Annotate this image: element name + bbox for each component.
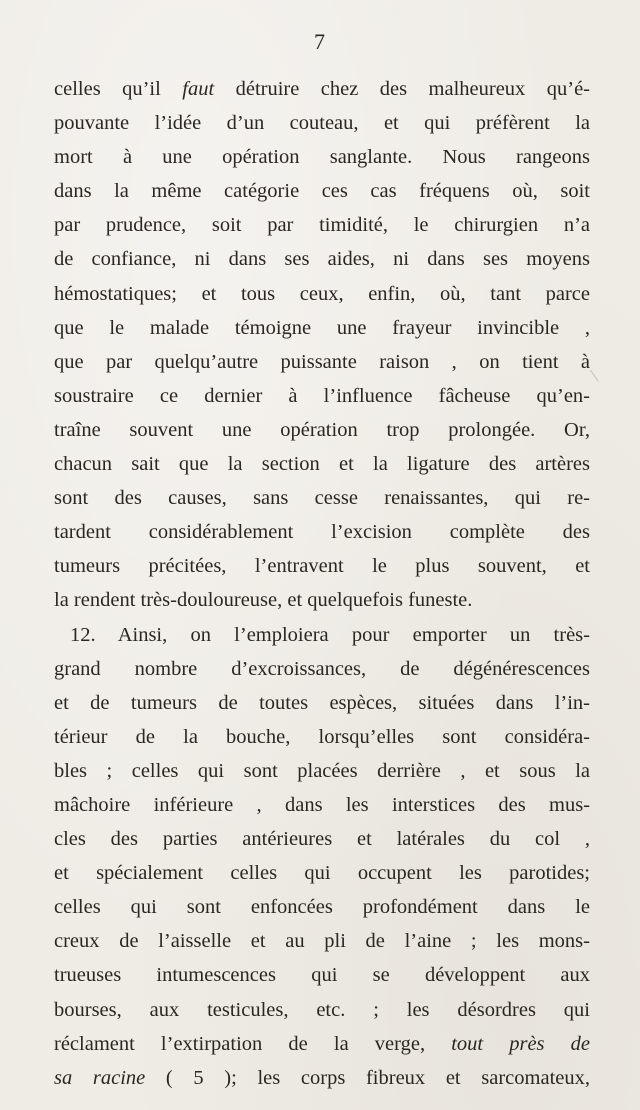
- text-line-23: cles des parties antérieures et latérales du col ,: [54, 828, 590, 851]
- text-line-1: [54, 72, 590, 106]
- body-text: [54, 72, 590, 1095]
- text-line-4: dans la même catégorie ces cas fréquens où, soit: [54, 180, 590, 203]
- text-line-19: et de tumeurs de toutes espèces, situées dans l’in-: [54, 691, 590, 714]
- text-line-1-part-1: celles qu’il: [54, 78, 183, 100]
- text-line-28: bourses, aux testicules, etc. ; les désordres qui: [54, 998, 590, 1021]
- text-line-13: sont des causes, sans cesse renaissantes, qui re-: [54, 487, 590, 510]
- text-line-17: 12. Ainsi, on l’emploiera pour emporter un très-: [70, 623, 590, 646]
- text-line-29-part-1: réclament l’extirpation de la verge,: [54, 1032, 452, 1055]
- italic-sa-racine: sa racine: [54, 1066, 146, 1089]
- text-line-15: tumeurs précitées, l’entravent le plus souvent, et: [54, 555, 590, 578]
- text-line-24: et spécialement celles qui occupent les parotides;: [54, 862, 590, 885]
- text-line-30-part-2: ( 5 ); les corps fibreux et sarcomateux,: [145, 1066, 590, 1089]
- text-line-14: tardent considérablement l’excision complète des: [54, 521, 590, 544]
- italic-tout-pres-de: tout près de: [451, 1032, 591, 1055]
- text-line-27: trueuses intumescences qui se développent aux: [54, 964, 590, 987]
- text-line-26: creux de l’aisselle et au pli de l’aine ; les mons-: [54, 930, 590, 953]
- text-line-16: la rendent très-douloureuse, et quelquefois funeste.: [54, 589, 473, 612]
- text-line-20: térieur de la bouche, lorsqu’elles sont considéra-: [54, 725, 590, 748]
- paper-mark: [590, 364, 607, 382]
- text-line-3: mort à une opération sanglante. Nous rangeons: [54, 146, 590, 169]
- text-line-12: chacun sait que la section et la ligature des artères: [54, 453, 590, 476]
- text-line-21: bles ; celles qui sont placées derrière , et sous la: [54, 759, 590, 782]
- italic-faut: faut: [182, 78, 215, 100]
- text-line-8: que le malade témoigne une frayeur invincible ,: [54, 316, 590, 339]
- text-line-5: par prudence, soit par timidité, le chirurgien n’a: [54, 214, 590, 237]
- text-line-6: de confiance, ni dans ses aides, ni dans ses moyens: [54, 248, 590, 271]
- text-line-29: [54, 1027, 590, 1061]
- text-line-2: pouvante l’idée d’un couteau, et qui préfèrent la: [54, 112, 590, 135]
- text-line-9: que par quelqu’autre puissante raison , on tient à: [54, 350, 590, 373]
- text-line-10: soustraire ce dernier à l’influence fâcheuse qu’en-: [54, 384, 590, 407]
- text-line-7: hémostatiques; et tous ceux, enfin, où, tant parce: [54, 282, 590, 305]
- text-line-11: traîne souvent une opération trop prolongée. Or,: [54, 418, 590, 441]
- text-line-22: mâchoire inférieure , dans les interstices des mus-: [54, 793, 590, 816]
- text-line-25: celles qui sont enfoncées profondément dans le: [54, 896, 590, 919]
- text-line-30: [54, 1061, 590, 1095]
- text-line-1-part-2: détruire chez des malheureux qu’é-: [214, 78, 590, 100]
- text-line-18: grand nombre d’excroissances, de dégénérescences: [54, 657, 590, 680]
- page-number: 7: [314, 29, 326, 54]
